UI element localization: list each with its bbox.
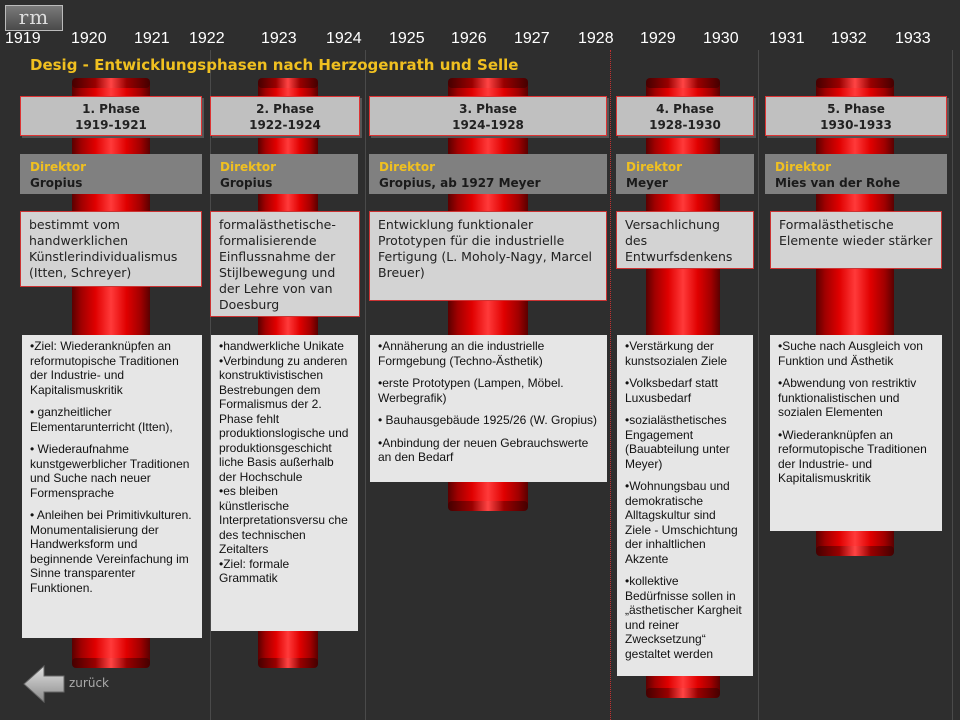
year-label: 1923 <box>261 30 297 47</box>
bullet-item: •kollektive Bedürfnisse sollen in „ästhetischer Kargheit und reiner Zwecksetzung“ gestaltet werden <box>625 574 742 661</box>
phase-name: 2. Phase <box>256 102 314 116</box>
phase-range: 1922-1924 <box>249 118 321 132</box>
phase-range: 1924-1928 <box>452 118 524 132</box>
phase-description: formalästhetische-formalisierende Einflussnahme der Stijlbewegung und der Lehre von van Doesburg <box>210 211 360 317</box>
phase-bullets <box>770 335 942 531</box>
bullet-item: •Abwendung von restriktiv funktionalistischen und sozialen Elementen <box>778 376 917 419</box>
phase-bullets <box>617 335 753 676</box>
year-label: 1919 <box>5 30 41 47</box>
director-label: Direktor <box>626 160 683 174</box>
bullet-item: • ganzheitlicher Elementarunterricht (Itten), <box>30 405 173 434</box>
phase-range: 1928-1930 <box>649 118 721 132</box>
bullet-item: •Suche nach Ausgleich von Funktion und Ästhetik <box>778 339 923 368</box>
bullet-item: •Anbindung der neuen Gebrauchswerte an den Bedarf <box>378 435 589 464</box>
phase-header-2[interactable] <box>210 96 360 136</box>
timeline-divider <box>952 50 953 720</box>
bullet-item: •Ziel: Wiederanknüpfen an reformutopische Traditionen der Industrie- und Kapitalismuskritik <box>30 339 179 397</box>
phase-name: 1. Phase <box>82 102 140 116</box>
year-label: 1922 <box>189 30 225 47</box>
director-name: Gropius, ab 1927 Meyer <box>379 176 541 190</box>
year-label: 1928 <box>578 30 614 47</box>
phase-name: 3. Phase <box>459 102 517 116</box>
year-label: 1929 <box>640 30 676 47</box>
director-label: Direktor <box>379 160 436 174</box>
phase-description: Formalästhetische Elemente wieder stärker <box>770 211 942 269</box>
back-link[interactable]: zurück <box>69 676 109 690</box>
year-label: 1925 <box>389 30 425 47</box>
bullet-item: •Volksbedarf statt Luxusbedarf <box>625 376 718 405</box>
year-label: 1921 <box>134 30 170 47</box>
director-box <box>210 154 358 194</box>
arrow-left-icon[interactable] <box>22 662 66 706</box>
year-label: 1931 <box>769 30 805 47</box>
timeline-divider <box>758 50 759 720</box>
bullet-item: •Wiederanknüpfen an reformutopische Traditionen der Industrie- und Kapitalismuskritik <box>778 427 927 485</box>
bullet-item: •erste Prototypen (Lampen, Möbel. Werbegrafik) <box>378 376 564 405</box>
bullet-item: •Ziel: formale Grammatik <box>219 556 290 585</box>
year-label: 1926 <box>451 30 487 47</box>
logo: rm <box>5 5 63 31</box>
director-name: Gropius <box>30 176 83 190</box>
director-box <box>765 154 947 194</box>
year-label: 1924 <box>326 30 362 47</box>
phase-bullets <box>370 335 607 482</box>
phase-name: 5. Phase <box>827 102 885 116</box>
bullet-item: •handwerkliche Unikate <box>219 339 344 353</box>
director-box <box>20 154 202 194</box>
year-label: 1927 <box>514 30 550 47</box>
bullet-item: • Bauhausgebäude 1925/26 (W. Gropius) <box>378 413 598 427</box>
page-title: Desig - Entwicklungsphasen nach Herzogenrath und Selle <box>30 56 519 74</box>
director-box <box>369 154 607 194</box>
phase-name: 4. Phase <box>656 102 714 116</box>
bullet-item: •Annäherung an die industrielle Formgebung (Techno-Ästhetik) <box>378 339 545 368</box>
bullet-item: • Wiederaufnahme kunstgewerblicher Traditionen und Suche nach neuer Formensprache <box>30 442 190 500</box>
year-label: 1933 <box>895 30 931 47</box>
phase-header-3[interactable] <box>369 96 607 136</box>
phase-range: 1930-1933 <box>820 118 892 132</box>
phase-bullets <box>22 335 202 638</box>
bullet-item: •es bleiben künstlerische Interpretationsversu che des technischen Zeitalters <box>219 484 348 556</box>
phase-range: 1919-1921 <box>75 118 147 132</box>
director-box <box>616 154 754 194</box>
phase-description: Entwicklung funktionaler Prototypen für die industrielle Fertigung (L. Moholy-Nagy, Marcel Breuer) <box>369 211 607 301</box>
director-label: Direktor <box>30 160 87 174</box>
director-name: Gropius <box>220 176 273 190</box>
phase-bullets <box>211 335 358 631</box>
timeline-divider-marker <box>610 50 612 720</box>
year-label: 1932 <box>831 30 867 47</box>
year-label: 1930 <box>703 30 739 47</box>
director-name: Mies van der Rohe <box>775 176 901 190</box>
bullet-item: •Verbindung zu anderen konstruktivistischen Bestrebungen dem Formalismus der 2. Phase fehlt produktionslogische und produktionsgeschicht liche Basis außerhalb der Hochschule <box>219 353 349 484</box>
director-label: Direktor <box>220 160 277 174</box>
bullet-item: •Verstärkung der kunstsozialen Ziele <box>625 339 728 368</box>
bullet-item: •sozialästhetisches Engagement (Bauabteilung unter Meyer) <box>625 413 730 471</box>
director-label: Direktor <box>775 160 832 174</box>
phase-header-5[interactable] <box>765 96 947 136</box>
phase-header-1[interactable] <box>20 96 202 136</box>
director-name: Meyer <box>626 176 668 190</box>
timeline-divider <box>365 50 366 720</box>
bullet-item: •Wohnungsbau und demokratische Alltagskultur sind Ziele - Umschichtung der inhaltlichen Akzente <box>625 479 738 566</box>
phase-description: Versachlichung des Entwurfsdenkens <box>616 211 754 269</box>
bullet-item: • Anleihen bei Primitivkulturen. Monumentalisierung der Handwerksform und beginnende Vereinfachung im Sinne transparenter Funktionen. <box>30 508 192 595</box>
year-label: 1920 <box>71 30 107 47</box>
phase-description: bestimmt vom handwerklichen Künstlerindividualismus (Itten, Schreyer) <box>20 211 202 287</box>
phase-header-4[interactable] <box>616 96 754 136</box>
